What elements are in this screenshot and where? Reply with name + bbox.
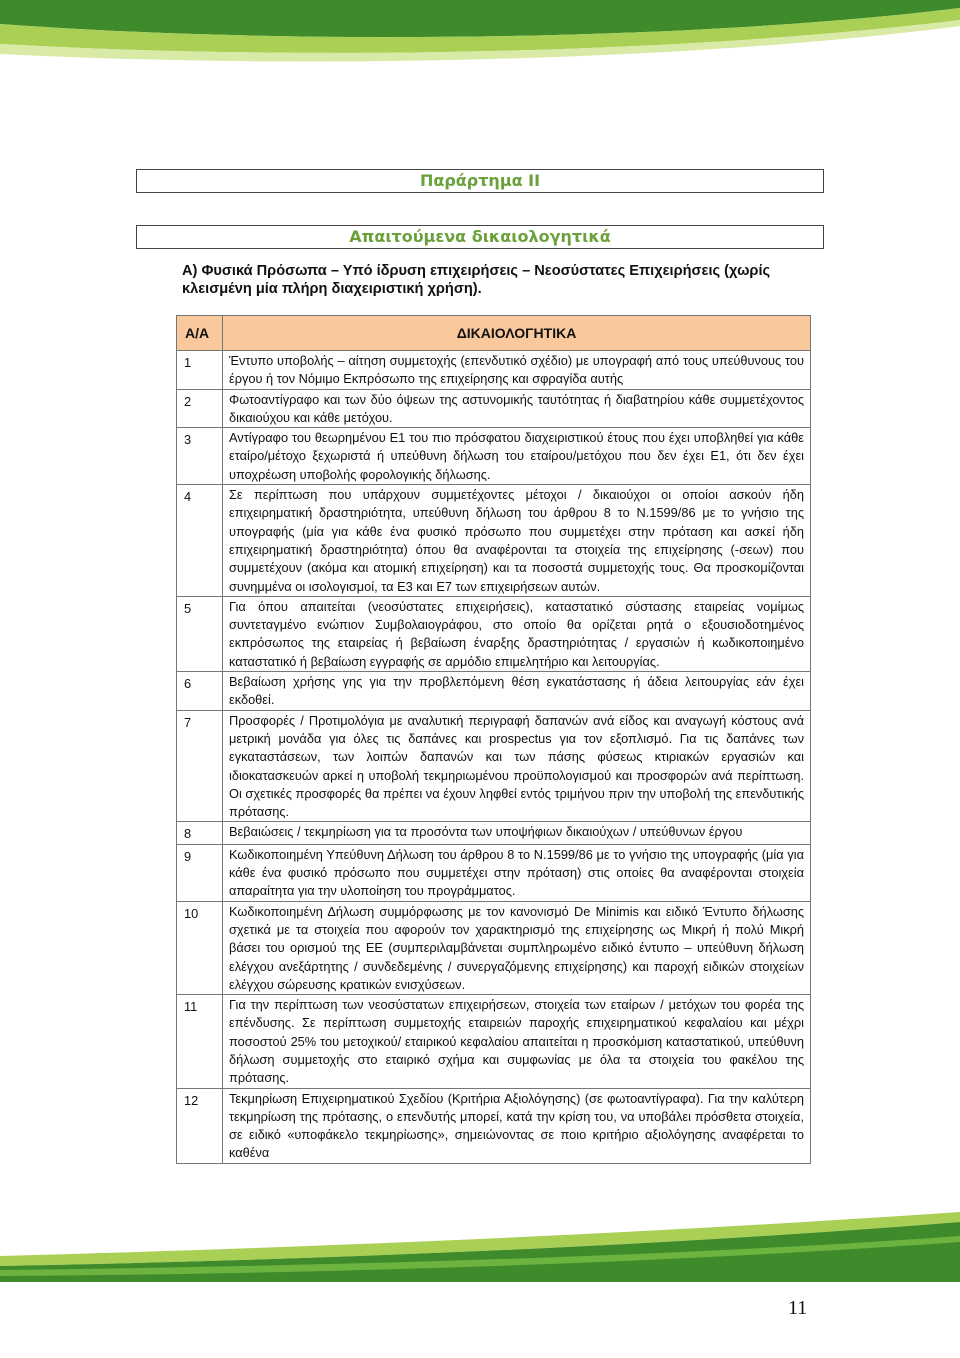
row-number: 8: [177, 822, 223, 844]
row-text: Για την περίπτωση των νεοσύστατων επιχειρήσεων, στοιχεία των εταίρων / μετόχων του φορέα της επένδυσης. Σε περίπτωση συμμετοχής εταιρειών παροχής επιχειρηματικού κεφαλαίου και μέχρι ποσοστού 25% του μετοχικού/ εταιρικού κεφαλαίου απαιτείται η προσκόμιση καταστατικού, υπεύθυνη δήλωση συμμετοχής στο εταιρικό σχήμα και συμφωνίας με όλα τα στοιχεία του φακέλου της πρότασης.: [223, 995, 811, 1088]
table-row: [177, 710, 811, 822]
row-text: Για όπου απαιτείται (νεοσύστατες επιχειρήσεις), καταστατικό σύστασης εταιρείας νομίμως συντεταγμένο ενώπιον Συμβολαιογράφου, στο οποίο θα ορίζεται ρητά ο εξουσιοδοτημένος εκπρόσωπος της εταιρείας ή βεβαίωση έναρξης δραστηριότητας / εργασιών ή κωδικοποιημένο καταστατικό ή βεβαίωση εγγραφής σε αρμόδιο επιμελητήριο και λειτουργίας.: [223, 596, 811, 671]
table-row: [177, 822, 811, 844]
table-row: [177, 485, 811, 597]
row-number: 4: [177, 485, 223, 597]
row-number: 5: [177, 596, 223, 671]
table-row: [177, 901, 811, 994]
intro-heading: Α) Φυσικά Πρόσωπα – Υπό ίδρυση επιχειρήσεις – Νεοσύστατες Επιχειρήσεις (χωρίς κλεισμένη μία πλήρη διαχειριστική χρήση).: [182, 263, 771, 297]
row-number: 3: [177, 428, 223, 485]
documents-table: [176, 315, 811, 1164]
row-text: Κωδικοποιημένη Υπεύθυνη Δήλωση του άρθρου 8 το Ν.1599/86 με το γνήσιο της υπογραφής (μία για κάθε ένα φυσικό πρόσωπο που συμμετέχει στην πρόταση) στις οποίες θα αναφέρονται στοιχεία απαραίτητα για την υλοποίηση του προγράμματος.: [223, 844, 811, 901]
table-row: [177, 1088, 811, 1163]
row-text: Τεκμηρίωση Επιχειρηματικού Σχεδίου (Κριτήρια Αξιολόγησης) (σε φωτοαντίγραφα). Για την καλύτερη τεκμηρίωση της πρότασης, ο επενδυτής μπορεί, κατά την κρίση του, να υποβάλει πρόσθετα στοιχεία, σε ειδικό «υποφάκελο τεκμηρίωσης», σημειώνοντας σε ποιο κριτήριο αξιολόγησης αναφέρεται το καθένα: [223, 1088, 811, 1163]
row-number: 11: [177, 995, 223, 1088]
table-row: [177, 672, 811, 711]
header-documents: ΔΙΚΑΙΟΛΟΓΗΤΙΚΑ: [223, 316, 811, 351]
row-text: Βεβαιώσεις / τεκμηρίωση για τα προσόντα των υποψήφιων δικαιούχων / υπεύθυνων έργου: [223, 822, 811, 844]
header-number: Α/Α: [177, 316, 223, 351]
table-row: [177, 844, 811, 901]
row-text: Προσφορές / Προτιμολόγια με αναλυτική περιγραφή δαπανών ανά είδος και αναγωγή κόστους ανά μετρική μονάδα για όλες τις δαπάνες και prospectus για τον εξοπλισμό. Για τις δαπάνες των εγκαταστάσεων, των λοιπών δαπανών και των πάσης φύσεως κτιριακών εργασιών και ιδιοκατασκευών αρκεί η υποβολή τεκμηριωμένου προϋπολογισμού και προσφορών ανά περίπτωση. Οι σχετικές προσφορές θα πρέπει να έχουν ληφθεί εντός τριμήνου πριν την υποβολή της επενδυτικής πρότασης.: [223, 710, 811, 822]
row-number: 6: [177, 672, 223, 711]
page-number: 11: [788, 1297, 808, 1319]
row-text: Βεβαίωση χρήσης γης για την προβλεπόμενη θέση εγκατάστασης ή άδεια λειτουργίας εάν έχει εκδοθεί.: [223, 672, 811, 711]
row-number: 10: [177, 901, 223, 994]
table-row: [177, 428, 811, 485]
top-decorative-swoosh: [0, 0, 960, 70]
row-text: Έντυπο υποβολής – αίτηση συμμετοχής (επενδυτικό σχέδιο) με υπογραφή από τους υπεύθυνους του έργου ή τον Νόμιμο Εκπρόσωπο της επιχείρησης και σφραγίδα αυτής: [223, 351, 811, 390]
row-text: Αντίγραφο του θεωρημένου Ε1 του πιο πρόσφατου διαχειριστικού έτους που έχει υποβληθεί για κάθε εταίρο/μέτοχο ξεχωριστά ή υπεύθυνη δήλωση του εταίρου/μετόχου που δεν έχει Ε1, ότι δεν έχει υποχρέωση υποβολής φορολογικής δήλωσης.: [223, 428, 811, 485]
table-row: [177, 995, 811, 1088]
row-number: 12: [177, 1088, 223, 1163]
row-number: 9: [177, 844, 223, 901]
bottom-decorative-swoosh: [0, 1212, 960, 1282]
section-title: Απαιτούμενα δικαιολογητικά: [136, 225, 824, 249]
row-text: Σε περίπτωση που υπάρχουν συμμετέχοντες μέτοχοι / δικαιούχοι οι οποίοι ασκούν ήδη επιχειρηματική δραστηριότητα, υπεύθυνη δήλωση του άρθρου 8 το Ν.1599/86 με το γνήσιο της υπογραφής (μία για κάθε ένα φυσικό πρόσωπο που συμμετέχει στην πρόταση και ασκεί ήδη επιχειρηματική δραστηριότητα) όπου θα αναφέρονται τα στοιχεία της επιχείρησης (-σεων) που συμμετέχουν (ακόμα και ατομική επιχείρηση) και τα ποσοστά συμμετοχής τους. Θα προσκομίζονται συνημμένα οι ισολογισμοί, τα Ε3 και Ε7 των επιχειρήσεων αυτών.: [223, 485, 811, 597]
row-text: Κωδικοποιημένη Δήλωση συμμόρφωσης με τον κανονισμό De Minimis και ειδικό Έντυπο δήλωσης σχετικά με τα στοιχεία που αφορούν τον χαρακτηρισμό της επιχείρησης ως Μικρή ή πολύ Μικρή βάσει του ορισμού της ΕΕ (συμπεριλαμβάνεται συμπληρωμένο ειδικό έντυπο – υπεύθυνη δήλωση ελέγχου ανεξάρτητης / συνδεδεμένης / συνεργαζόμενης επιχείρησης) και παροχή ειδικών στοιχείων ελέγχου σώρευσης κρατικών ενισχύσεων.: [223, 901, 811, 994]
table-row: [177, 351, 811, 390]
row-number: 2: [177, 389, 223, 428]
table-row: [177, 389, 811, 428]
annex-title: Παράρτημα ΙΙ: [136, 169, 824, 193]
table-row: [177, 596, 811, 671]
table-header-row: [177, 316, 811, 351]
row-text: Φωτοαντίγραφο και των δύο όψεων της αστυνομικής ταυτότητας ή διαβατηρίου κάθε συμμετέχοντος δικαιούχου και κάθε μετόχου.: [223, 389, 811, 428]
row-number: 7: [177, 710, 223, 822]
row-number: 1: [177, 351, 223, 390]
